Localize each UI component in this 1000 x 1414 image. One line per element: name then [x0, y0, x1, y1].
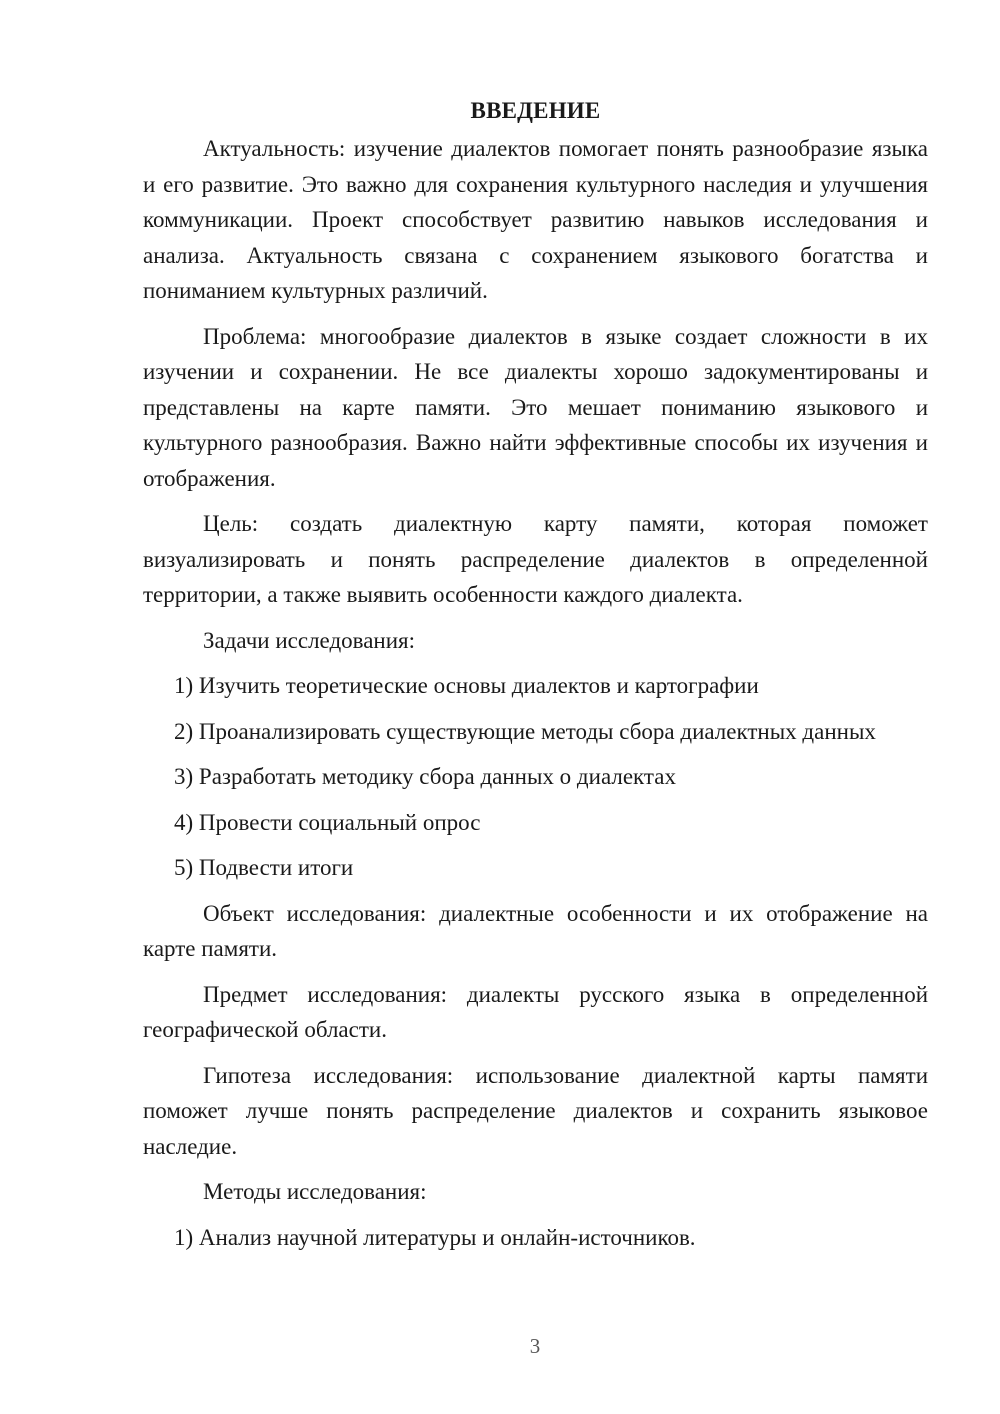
paragraph-object: Объект исследования: диалектные особенности и их отображение на карте памяти. [143, 900, 928, 961]
task-item-3: 3) Разработать методику сбора данных о диалектах [174, 764, 676, 789]
page-content [143, 96, 928, 1265]
paragraph-hypothesis: Гипотеза исследования: использование диалектной карты памяти поможет лучше понять распределение диалектов и сохранить языковое наследие. [143, 1062, 928, 1159]
task-item-2: 2) Проанализировать существующие методы сбора диалектных данных [174, 718, 876, 744]
paragraph-goal: Цель: создать диалектную карту памяти, которая поможет визуализировать и понять распределение диалектов в определенной территории, а также выявить особенности каждого диалекта. [143, 511, 928, 607]
task-item-1: 1) Изучить теоретические основы диалектов и картографии [174, 673, 759, 698]
page-number: 3 [529, 1334, 541, 1358]
task-item-5: 5) Подвести итоги [174, 855, 354, 880]
method-item-1: 1) Анализ научной литературы и онлайн-источников. [174, 1224, 696, 1250]
paragraph-subject: Предмет исследования: диалекты русского языка в определенной географической области. [143, 981, 928, 1042]
paragraph-methods-heading: Методы исследования: [203, 1179, 427, 1204]
paragraph-relevance: Актуальность: изучение диалектов помогает понять разнообразие языка и его развитие. Это важно для сохранения культурного наследия и улучшения коммуникации. Проект способствует развитию навыков исследования и анализа. Актуальность связана с сохранением языкового богатства и пониманием культурных различий. [143, 136, 928, 303]
task-item-4: 4) Провести социальный опрос [174, 809, 481, 835]
page-title: ВВЕДЕНИЕ [470, 98, 601, 123]
paragraph-tasks-heading: Задачи исследования: [203, 627, 416, 653]
paragraph-problem: Проблема: многообразие диалектов в языке создает сложности в их изучении и сохранении. Не все диалекты хорошо задокументированы и представлены на карте памяти. Это мешает пониманию языкового и культурного разнообразия. Важно найти эффективные способы их изучения и отображения. [143, 323, 928, 491]
